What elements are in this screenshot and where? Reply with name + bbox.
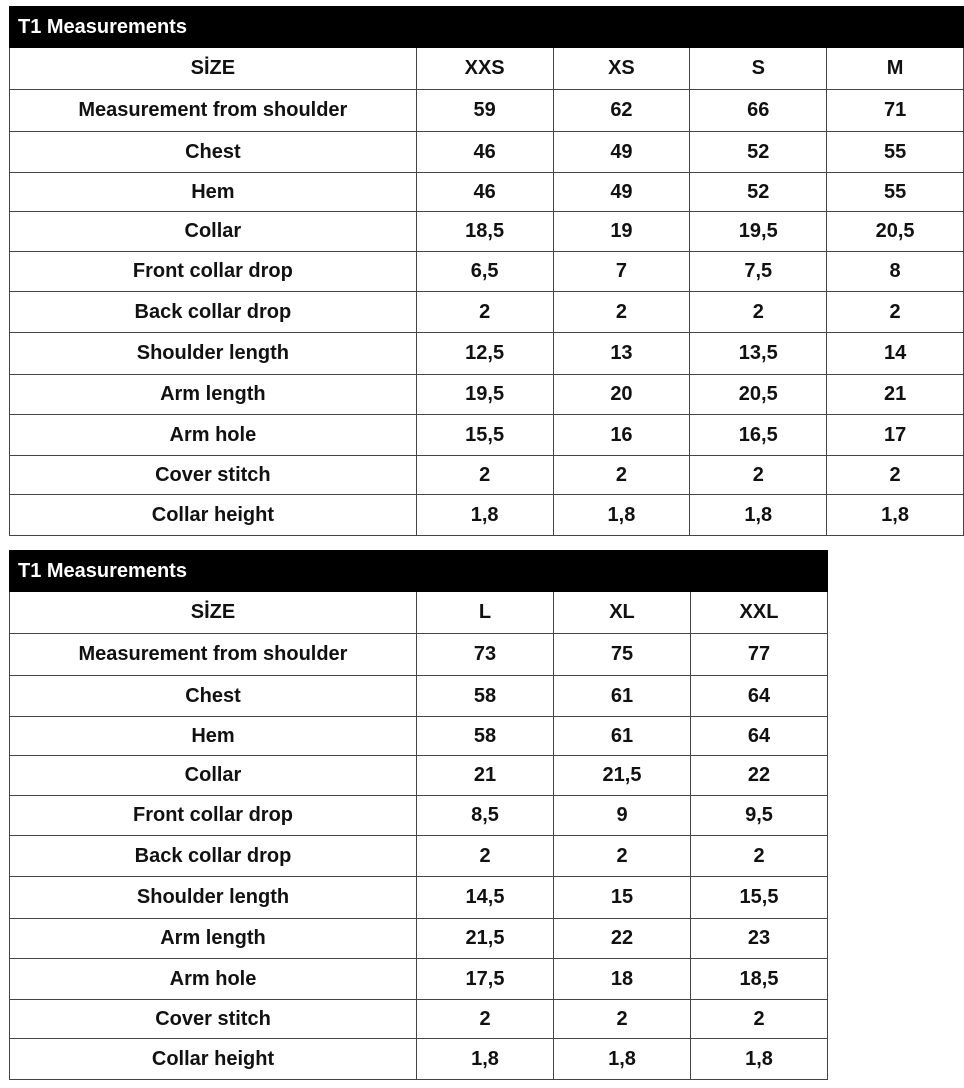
table-row <box>10 333 964 375</box>
size-header-row <box>10 592 828 634</box>
size-header-row <box>10 48 964 90</box>
row-value: 55 <box>827 132 964 173</box>
row-value: 2 <box>554 836 691 877</box>
row-value: 1,8 <box>827 495 964 536</box>
row-label: Arm length <box>10 375 417 415</box>
row-label: Collar <box>10 212 417 252</box>
row-value: 21 <box>827 375 964 415</box>
table-row <box>10 676 828 717</box>
row-value: 8 <box>827 252 964 292</box>
row-value: 64 <box>691 717 828 756</box>
table-row <box>10 877 828 919</box>
row-value: 16,5 <box>690 415 827 456</box>
row-value: 2 <box>690 292 827 333</box>
table-row <box>10 756 828 796</box>
size-header-cell: XS <box>553 48 690 90</box>
row-value: 15 <box>554 877 691 919</box>
row-label: Hem <box>10 717 417 756</box>
table-row <box>10 292 964 333</box>
row-value: 19,5 <box>416 375 553 415</box>
row-value: 2 <box>690 456 827 495</box>
row-value: 2 <box>554 1000 691 1039</box>
row-label: Hem <box>10 173 417 212</box>
row-value: 1,8 <box>690 495 827 536</box>
row-value: 61 <box>554 676 691 717</box>
row-value: 46 <box>416 132 553 173</box>
row-value: 16 <box>553 415 690 456</box>
row-value: 18,5 <box>691 959 828 1000</box>
row-value: 2 <box>827 456 964 495</box>
row-value: 21,5 <box>417 919 554 959</box>
row-value: 1,8 <box>691 1039 828 1080</box>
row-label: Chest <box>10 676 417 717</box>
row-value: 2 <box>417 836 554 877</box>
size-header-cell: XXS <box>416 48 553 90</box>
row-label: Chest <box>10 132 417 173</box>
row-label: Arm length <box>10 919 417 959</box>
row-label: Measurement from shoulder <box>10 634 417 676</box>
row-value: 64 <box>691 676 828 717</box>
table-row <box>10 796 828 836</box>
row-label: Cover stitch <box>10 1000 417 1039</box>
row-value: 75 <box>554 634 691 676</box>
row-value: 2 <box>416 292 553 333</box>
size-chart-table-1 <box>9 6 964 536</box>
row-value: 66 <box>690 90 827 132</box>
size-header-cell: XXL <box>691 592 828 634</box>
row-value: 7 <box>553 252 690 292</box>
row-label: Front collar drop <box>10 252 417 292</box>
row-label: Shoulder length <box>10 877 417 919</box>
row-label: Arm hole <box>10 959 417 1000</box>
row-value: 2 <box>827 292 964 333</box>
size-header-label: SİZE <box>10 48 417 90</box>
row-value: 1,8 <box>554 1039 691 1080</box>
row-value: 2 <box>417 1000 554 1039</box>
row-value: 7,5 <box>690 252 827 292</box>
row-value: 21 <box>417 756 554 796</box>
table-row <box>10 132 964 173</box>
row-value: 71 <box>827 90 964 132</box>
size-header-cell: S <box>690 48 827 90</box>
row-label: Cover stitch <box>10 456 417 495</box>
row-value: 12,5 <box>416 333 553 375</box>
table-row <box>10 1000 828 1039</box>
row-value: 8,5 <box>417 796 554 836</box>
size-chart-table-2 <box>9 550 828 1080</box>
row-value: 23 <box>691 919 828 959</box>
size-header-label: SİZE <box>10 592 417 634</box>
row-value: 1,8 <box>417 1039 554 1080</box>
table-row <box>10 212 964 252</box>
title-bar-fill <box>417 551 828 592</box>
row-value: 14 <box>827 333 964 375</box>
row-value: 2 <box>416 456 553 495</box>
row-value: 52 <box>690 173 827 212</box>
row-value: 18 <box>554 959 691 1000</box>
row-value: 18,5 <box>416 212 553 252</box>
size-header-cell: XL <box>554 592 691 634</box>
row-label: Collar <box>10 756 417 796</box>
table-row <box>10 919 828 959</box>
size-header-cell: M <box>827 48 964 90</box>
row-value: 14,5 <box>417 877 554 919</box>
row-value: 9 <box>554 796 691 836</box>
row-value: 19,5 <box>690 212 827 252</box>
row-value: 2 <box>553 292 690 333</box>
row-label: Collar height <box>10 495 417 536</box>
row-value: 46 <box>416 173 553 212</box>
row-value: 15,5 <box>416 415 553 456</box>
row-value: 59 <box>416 90 553 132</box>
row-value: 58 <box>417 676 554 717</box>
row-value: 22 <box>691 756 828 796</box>
row-label: Back collar drop <box>10 836 417 877</box>
table-title: T1 Measurements <box>10 551 417 592</box>
table-row <box>10 836 828 877</box>
row-value: 20 <box>553 375 690 415</box>
row-value: 49 <box>553 173 690 212</box>
table-row <box>10 375 964 415</box>
size-header-cell: L <box>417 592 554 634</box>
table-row <box>10 1039 828 1080</box>
row-value: 52 <box>690 132 827 173</box>
row-value: 58 <box>417 717 554 756</box>
table-row <box>10 959 828 1000</box>
row-value: 73 <box>417 634 554 676</box>
row-value: 55 <box>827 173 964 212</box>
row-value: 13,5 <box>690 333 827 375</box>
row-label: Arm hole <box>10 415 417 456</box>
row-value: 2 <box>691 1000 828 1039</box>
row-value: 13 <box>553 333 690 375</box>
table-row <box>10 717 828 756</box>
row-value: 77 <box>691 634 828 676</box>
row-value: 61 <box>554 717 691 756</box>
row-value: 22 <box>554 919 691 959</box>
row-label: Measurement from shoulder <box>10 90 417 132</box>
table-row <box>10 173 964 212</box>
row-label: Shoulder length <box>10 333 417 375</box>
row-value: 62 <box>553 90 690 132</box>
row-value: 2 <box>553 456 690 495</box>
row-value: 15,5 <box>691 877 828 919</box>
row-value: 21,5 <box>554 756 691 796</box>
row-value: 17,5 <box>417 959 554 1000</box>
row-value: 20,5 <box>827 212 964 252</box>
row-label: Front collar drop <box>10 796 417 836</box>
row-value: 20,5 <box>690 375 827 415</box>
row-value: 6,5 <box>416 252 553 292</box>
row-value: 1,8 <box>553 495 690 536</box>
row-value: 17 <box>827 415 964 456</box>
row-value: 1,8 <box>416 495 553 536</box>
table-row <box>10 634 828 676</box>
table-title-row <box>10 7 964 48</box>
row-value: 2 <box>691 836 828 877</box>
table-row <box>10 90 964 132</box>
table-row <box>10 252 964 292</box>
row-value: 9,5 <box>691 796 828 836</box>
table-row <box>10 456 964 495</box>
table-title: T1 Measurements <box>10 7 964 48</box>
row-label: Back collar drop <box>10 292 417 333</box>
table-row <box>10 495 964 536</box>
table-row <box>10 415 964 456</box>
row-label: Collar height <box>10 1039 417 1080</box>
row-value: 19 <box>553 212 690 252</box>
table-title-row <box>10 551 828 592</box>
row-value: 49 <box>553 132 690 173</box>
